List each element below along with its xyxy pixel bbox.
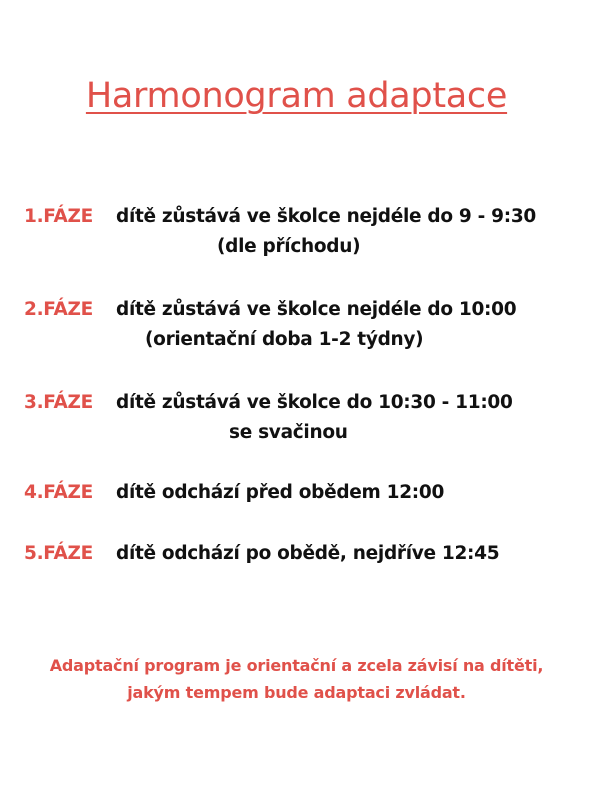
- phase-label: 4.FÁZE: [24, 482, 93, 503]
- phase-label: 1.FÁZE: [24, 206, 93, 227]
- phase-4: [24, 478, 584, 508]
- phase-label: 3.FÁZE: [24, 392, 93, 413]
- phase-label: 5.FÁZE: [24, 543, 93, 564]
- phase-2: [24, 295, 584, 350]
- phase-subtext: (orientační doba 1-2 týdny): [145, 329, 424, 350]
- phase-label: 2.FÁZE: [24, 299, 93, 320]
- footer-note: [0, 652, 593, 706]
- phase-1: [24, 202, 584, 257]
- phase-subtext: (dle příchodu): [217, 236, 361, 257]
- page-title: Harmonogram adaptace: [85, 76, 508, 116]
- footer-line-1: Adaptační program je orientační a zcela závisí na dítěti,: [49, 656, 544, 675]
- phase-text: dítě odchází před obědem 12:00: [116, 482, 445, 503]
- phase-text: dítě odchází po obědě, nejdříve 12:45: [116, 543, 500, 564]
- phase-text: dítě zůstává ve školce do 10:30 - 11:00: [116, 392, 513, 413]
- phase-text: dítě zůstává ve školce nejdéle do 10:00: [116, 299, 517, 320]
- phase-5: [24, 539, 584, 569]
- phase-text: dítě zůstává ve školce nejdéle do 9 - 9:30: [116, 206, 536, 227]
- phase-3: [24, 388, 584, 443]
- footer-line-2: jakým tempem bude adaptaci zvládat.: [127, 683, 466, 702]
- phase-subtext: se svačinou: [229, 422, 348, 443]
